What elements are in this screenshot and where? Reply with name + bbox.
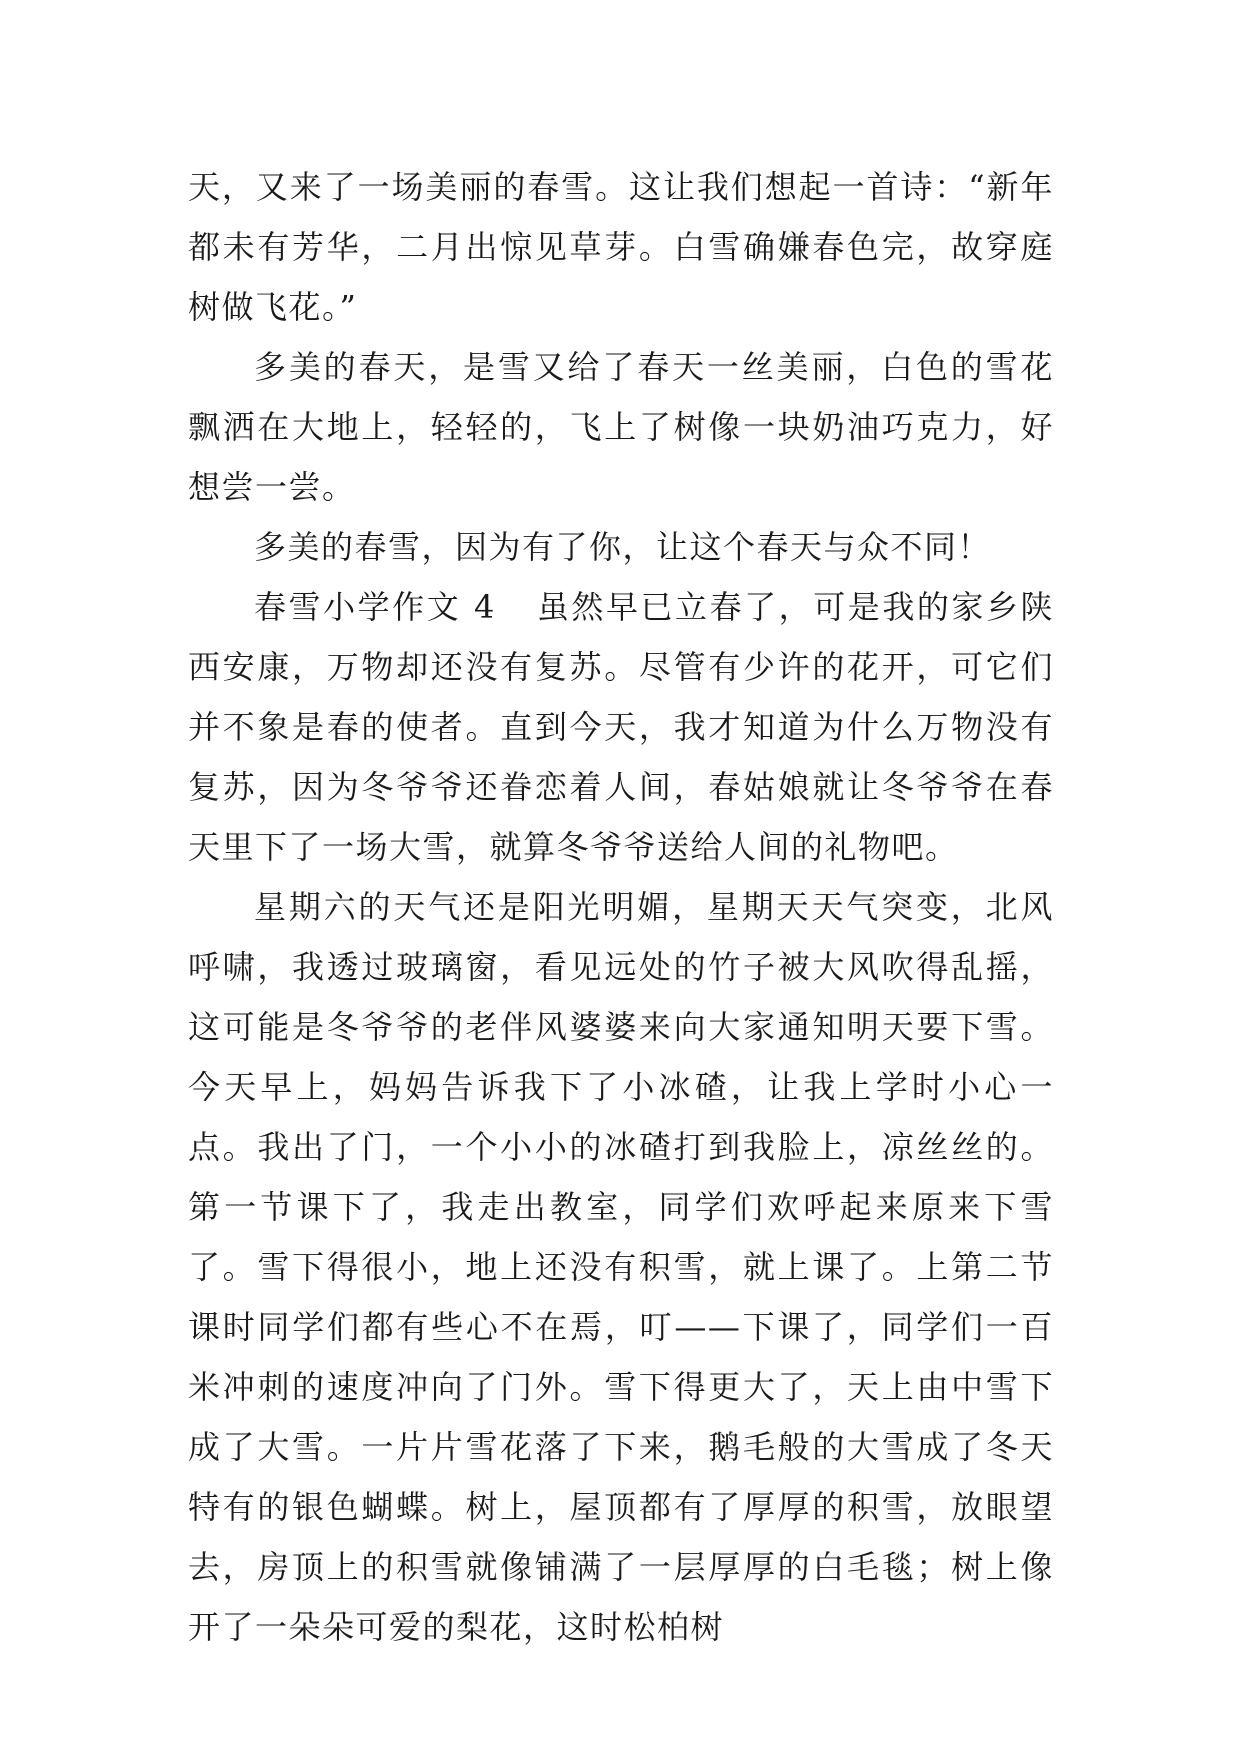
body-text bbox=[188, 157, 1054, 1657]
essay-heading: 春雪小学作文 4 bbox=[254, 588, 496, 626]
paragraph-3: 多美的春雪，因为有了你，让这个春天与众不同！ bbox=[254, 528, 992, 566]
paragraph-4-text: 虽然早已立春了，可是我的家乡陕西安康，万物却还没有复苏。尽管有少许的花开，可它们并不象是春的使者。直到今天，我才知道为什么万物没有复苏，因为冬爷爷还眷恋着人间，春姑娘就让冬爷爷在春天里下了一场大雪，就算冬爷爷送给人间的礼物吧。 bbox=[188, 588, 1054, 866]
paragraph-2: 多美的春天，是雪又给了春天一丝美丽，白色的雪花飘洒在大地上，轻轻的，飞上了树像一块奶油巧克力，好想尝一尝。 bbox=[188, 348, 1054, 506]
paragraph-5: 星期六的天气还是阳光明媚，星期天天气突变，北风呼啸，我透过玻璃窗，看见远处的竹子被大风吹得乱摇，这可能是冬爷爷的老伴风婆婆来向大家通知明天要下雪。今天早上，妈妈告诉我下了小冰碴，让我上学时小心一点。我出了门，一个小小的冰碴打到我脸上，凉丝丝的。第一节课下了，我走出教室，同学们欢呼起来原来下雪了。雪下得很小，地上还没有积雪，就上课了。上第二节课时同学们都有些心不在焉，叮——下课了，同学们一百米冲刺的速度冲向了门外。雪下得更大了，天上由中雪下成了大雪。一片片雪花落了下来，鹅毛般的大雪成了冬天特有的银色蝴蝶。树上，屋顶都有了厚厚的积雪，放眼望去，房顶上的积雪就像铺满了一层厚厚的白毛毯；树上像开了一朵朵可爱的梨花，这时松柏树 bbox=[188, 888, 1054, 1646]
paragraph-1: 天，又来了一场美丽的春雪。这让我们想起一首诗：“新年都未有芳华，二月出惊见草芽。白雪确嫌春色完，故穿庭树做飞花。” bbox=[188, 168, 1054, 326]
paragraph-4 bbox=[188, 577, 1054, 877]
